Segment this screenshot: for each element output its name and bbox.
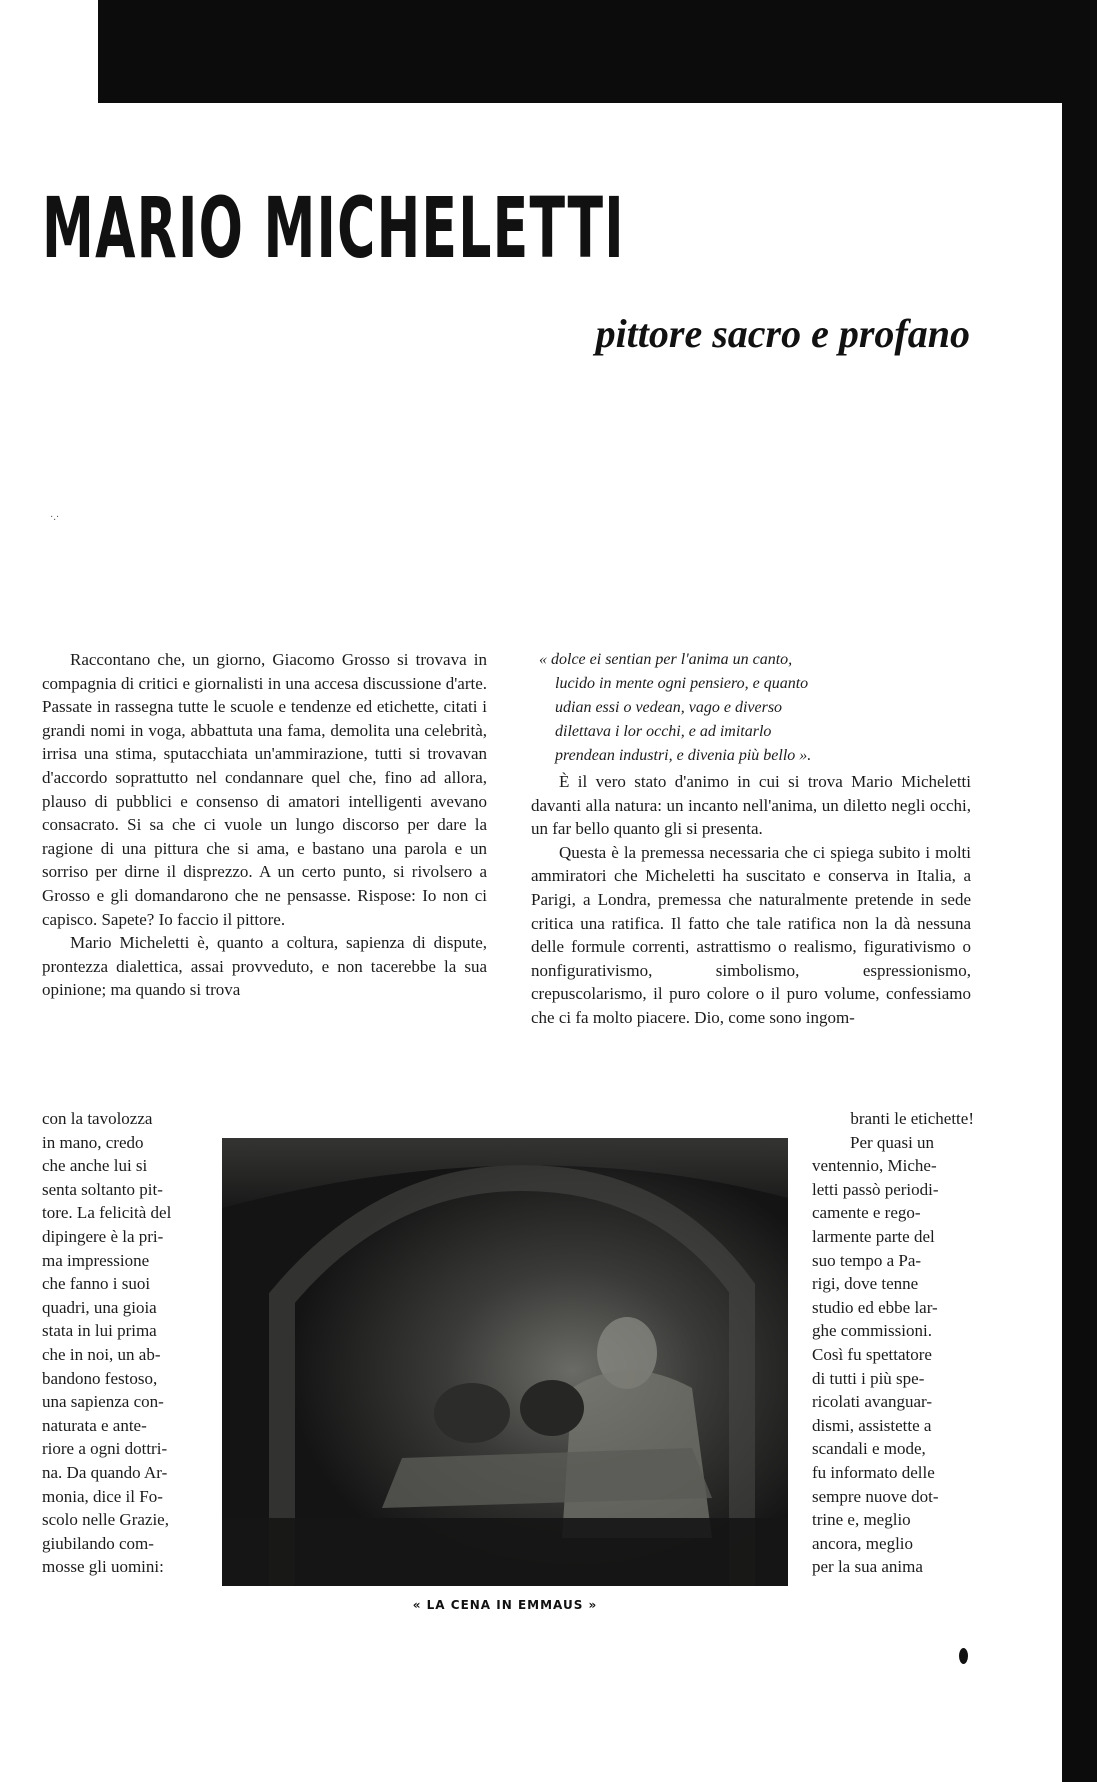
right-column-text [531, 648, 971, 1030]
text-line: camente e rego- [812, 1203, 921, 1223]
text-line: studio ed ebbe lar- [812, 1297, 938, 1317]
text-line: suo tempo a Pa- [812, 1250, 922, 1270]
painting-figure-center [520, 1380, 584, 1436]
text-line: ricolati avanguar- [812, 1392, 933, 1412]
text-line: che anche lui si [42, 1156, 148, 1176]
text-line: con la tavolozza [42, 1109, 153, 1128]
text-line: in mano, credo [42, 1132, 144, 1152]
text-line: ancora, meglio [812, 1533, 914, 1553]
left-column-wrap-text [42, 1107, 192, 1579]
left-column-text [42, 648, 487, 1002]
text-line: ghe commissioni. [812, 1321, 932, 1341]
painting-figure-left [434, 1383, 510, 1443]
text-line: dipingere è la pri- [42, 1226, 164, 1246]
painting-image [222, 1138, 788, 1586]
text-line: fu informato delle [812, 1462, 935, 1482]
poem-quote [531, 648, 971, 768]
text-line: monia, dice il Fo- [42, 1486, 163, 1506]
painting-floor [222, 1518, 788, 1586]
scan-top-margin [0, 0, 98, 103]
text-line: giubilando com- [42, 1533, 154, 1553]
text-line: che in noi, un ab- [42, 1344, 161, 1364]
painting-table [382, 1448, 712, 1508]
painting-caption: « LA CENA IN EMMAUS » [412, 1598, 598, 1612]
article-subtitle: pittore sacro e profano [595, 311, 970, 356]
text-line: scolo nelle Grazie, [42, 1510, 169, 1530]
poem-line: lucido in mente ogni pensiero, e quanto [555, 675, 809, 692]
text-line: naturata e ante- [42, 1415, 147, 1435]
text-line: tore. La felicità del [42, 1203, 172, 1223]
scan-right-border [1062, 0, 1097, 1782]
text-line: na. Da quando Ar- [42, 1462, 168, 1482]
text-line: rigi, dove tenne [812, 1274, 919, 1294]
scan-speck: ·.· [50, 512, 60, 523]
paragraph: Mario Micheletti è, quanto a coltura, sapienza di dispute, prontezza dialettica, assai provveduto, e non tacerebbe la sua opinione; ma quando si trova [42, 933, 487, 1000]
text-line: una sapienza con- [42, 1392, 164, 1412]
text-line: ma impressione [42, 1250, 150, 1270]
text-line: riore a ogni dottri- [42, 1439, 168, 1459]
text-line: larmente parte del [812, 1226, 935, 1246]
paragraph: Questa è la premessa necessaria che ci spiega subito i molti ammiratori che Micheletti ha suscitato e conserva in Italia, a Parigi, a Londra, premessa che naturalmente pretende in sede critica una ratifica. Il fatto che tale ratifica non la dà nessuna delle formule correnti, astrattismo o realismo, figurativismo o nonfigurativismo, simbolismo, espressionismo, crepuscolarismo, il puro colore o il puro volume, confessiamo che ci fa molto piacere. Dio, come sono ingom- [531, 842, 971, 1027]
text-line: per la sua anima [812, 1557, 923, 1577]
poem-line: prendean industri, e divenia più bello ». [555, 747, 812, 764]
paragraph: È il vero stato d'animo in cui si trova Mario Micheletti davanti alla natura: un incanto nell'anima, un diletto negli occhi, un far bello quanto gli si presenta. [531, 772, 971, 839]
text-line: bandono festoso, [42, 1368, 158, 1388]
text-line: letti passò periodi- [812, 1179, 939, 1199]
text-line: branti le etichette! [850, 1109, 974, 1128]
text-line: mosse gli uomini: [42, 1557, 164, 1577]
page-marker [959, 1648, 968, 1664]
text-line: senta soltanto pit- [42, 1179, 163, 1199]
text-line: che fanno i suoi [42, 1274, 151, 1294]
article-title: MARIO MICHELETTI [42, 179, 625, 277]
text-line: di tutti i più spe- [812, 1368, 925, 1388]
text-line: ventennio, Miche- [812, 1156, 937, 1176]
text-line: Per quasi un [850, 1132, 935, 1152]
poem-line: dilettava i lor occhi, e ad imitarlo [555, 723, 772, 740]
text-line: quadri, una gioia [42, 1297, 157, 1317]
text-line: stata in lui prima [42, 1321, 157, 1341]
poem-line: « dolce ei sentian per l'anima un canto, [539, 651, 793, 668]
right-column-wrap-text [812, 1107, 974, 1579]
text-line: Così fu spettatore [812, 1344, 932, 1364]
text-line: scandali e mode, [812, 1439, 926, 1459]
text-line: dismi, assistette a [812, 1415, 932, 1435]
painting-supper-at-emmaus [222, 1138, 788, 1586]
paragraph: Raccontano che, un giorno, Giacomo Grosso si trovava in compagnia di critici e giornalisti in una accesa discussione d'arte. Passate in rassegna tutte le scuole e tendenze ed etichette, citati i grandi nomi in voga, abbattuta una fama, demolita una celebrità, irrisa una stima, sputacchiata un'ammirazione, tutti si trovavan d'accordo soprattutto nel condannare quel che, fino ad allora, plauso di pubblici e consenso di amatori intelligenti avevano consacrato. Si sa che ci vuole un lungo discorso per dare la ragione di una pittura che si ama, e bastano una parola e un sorriso per dirne il disprezzo. A un certo punto, si rivolsero a Grosso e gli domandarono che ne pensasse. Rispose: Io non ci capisco. Sapete? Io faccio il pittore. [42, 650, 487, 929]
poem-line: udian essi o vedean, vago e diverso [555, 699, 783, 716]
text-line: sempre nuove dot- [812, 1486, 939, 1506]
text-line: trine e, meglio [812, 1510, 911, 1530]
scan-top-border [98, 0, 1097, 103]
